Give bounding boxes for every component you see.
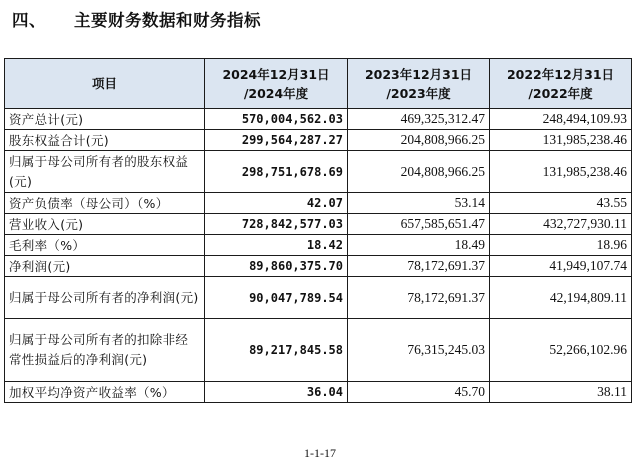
value-2022: 131,985,238.46 (490, 151, 632, 193)
section-number: 四、 (12, 11, 46, 30)
row-label: 净利润(元) (5, 256, 205, 277)
table-row (5, 130, 632, 151)
header-2023-period: /2023年度 (386, 85, 451, 101)
value-2024: 728,842,577.03 (205, 214, 348, 235)
value-2022: 248,494,109.93 (490, 109, 632, 130)
value-2022: 42,194,809.11 (490, 277, 632, 319)
row-label: 加权平均净资产收益率（%） (5, 382, 205, 403)
value-2024: 89,217,845.58 (205, 319, 348, 382)
row-label: 股东权益合计(元) (5, 130, 205, 151)
table-row (5, 214, 632, 235)
header-item: 项目 (5, 59, 205, 109)
value-2022: 41,949,107.74 (490, 256, 632, 277)
table-row (5, 151, 632, 193)
value-2024: 298,751,678.69 (205, 151, 348, 193)
row-label: 资产总计(元) (5, 109, 205, 130)
table-row (5, 109, 632, 130)
value-2023: 78,172,691.37 (348, 256, 490, 277)
section-title: 主要财务数据和财务指标 (74, 11, 261, 30)
value-2024: 89,860,375.70 (205, 256, 348, 277)
header-2023-date: 2023年12月31日 (364, 66, 473, 82)
value-2023: 204,808,966.25 (348, 151, 490, 193)
value-2024: 42.07 (205, 193, 348, 214)
value-2023: 53.14 (348, 193, 490, 214)
header-2024-date: 2024年12月31日 (222, 66, 330, 82)
table-row (5, 382, 632, 403)
row-label: 营业收入(元) (5, 214, 205, 235)
table-row (5, 256, 632, 277)
value-2024: 90,047,789.54 (205, 277, 348, 319)
value-2023: 18.49 (348, 235, 490, 256)
value-2022: 43.55 (490, 193, 632, 214)
value-2023: 45.70 (348, 382, 490, 403)
value-2024: 299,564,287.27 (205, 130, 348, 151)
value-2023: 78,172,691.37 (348, 277, 490, 319)
value-2023: 469,325,312.47 (348, 109, 490, 130)
value-2022: 38.11 (490, 382, 632, 403)
value-2023: 657,585,651.47 (348, 214, 490, 235)
header-2022-date: 2022年12月31日 (506, 66, 615, 82)
header-2022-period: /2022年度 (528, 85, 593, 101)
table-row (5, 193, 632, 214)
value-2022: 131,985,238.46 (490, 130, 632, 151)
value-2024: 18.42 (205, 235, 348, 256)
value-2023: 204,808,966.25 (348, 130, 490, 151)
value-2023: 76,315,245.03 (348, 319, 490, 382)
value-2022: 52,266,102.96 (490, 319, 632, 382)
row-label: 归属于母公司所有者的股东权益(元) (5, 151, 205, 193)
row-label: 归属于母公司所有者的净利润(元) (5, 277, 205, 319)
row-label: 归属于母公司所有者的扣除非经常性损益后的净利润(元) (5, 319, 205, 382)
section-heading (12, 4, 261, 34)
table-header-row (5, 59, 632, 109)
financial-data-table (4, 58, 632, 403)
row-label: 毛利率（%） (5, 235, 205, 256)
header-2023 (348, 59, 490, 109)
header-2024 (205, 59, 348, 109)
value-2022: 18.96 (490, 235, 632, 256)
value-2022: 432,727,930.11 (490, 214, 632, 235)
row-label: 资产负债率（母公司）（%） (5, 193, 205, 214)
table-row (5, 277, 632, 319)
table-row (5, 319, 632, 382)
header-2024-period: /2024年度 (243, 85, 309, 101)
header-2022 (490, 59, 632, 109)
table-row (5, 235, 632, 256)
value-2024: 570,004,562.03 (205, 109, 348, 130)
value-2024: 36.04 (205, 382, 348, 403)
page-number: 1-1-17 (304, 446, 336, 460)
